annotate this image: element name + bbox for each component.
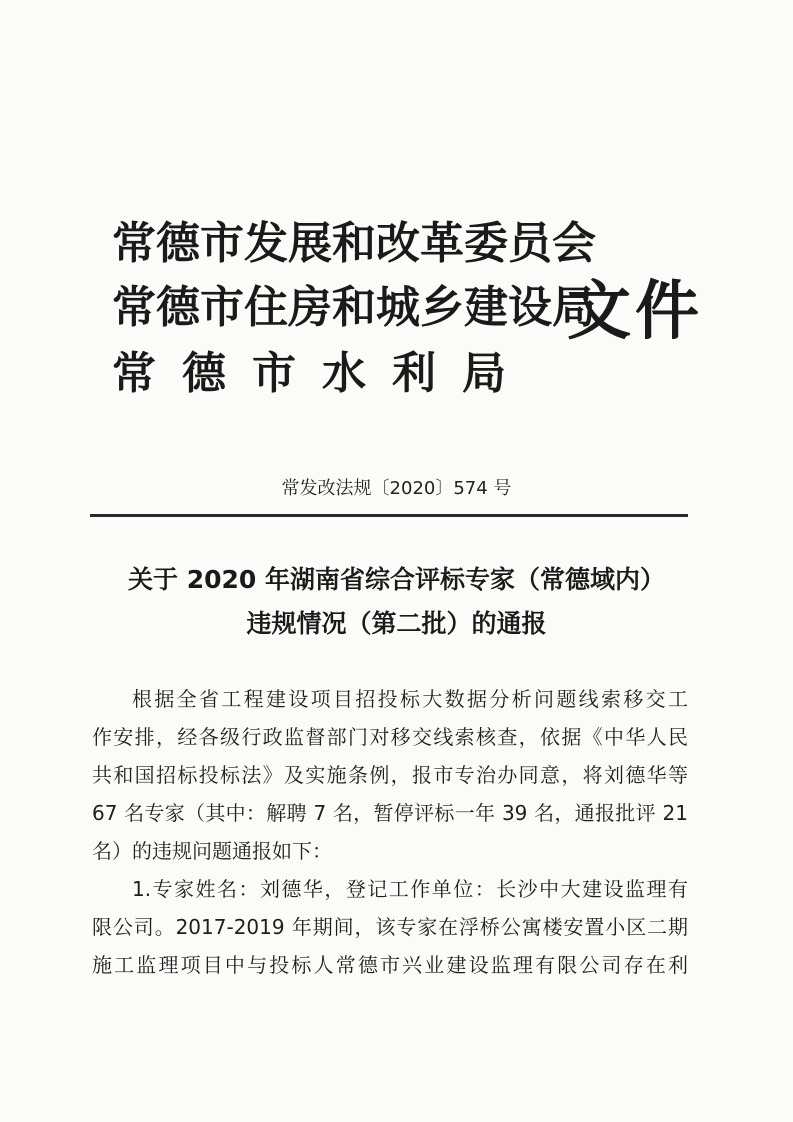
document-body xyxy=(92,680,688,984)
issuer-name-3: 常德市水利局 xyxy=(112,348,532,399)
red-header xyxy=(112,212,712,407)
body-line: 67 名专家（其中：解聘 7 名，暂停评标一年 39 名，通报批评 21 xyxy=(92,801,688,825)
body-line: 施工监理项目中与投标人常德市兴业建设监理有限公司存在利 xyxy=(92,953,688,977)
body-line: 作安排，经各级行政监督部门对移交线索核查，依据《中华人民 xyxy=(92,725,688,749)
body-line: 限公司。2017-2019 年期间，该专家在浮桥公寓楼安置小区二期 xyxy=(92,915,688,939)
body-line: 1.专家姓名：刘德华，登记工作单位：长沙中大建设监理有 xyxy=(132,877,688,901)
body-line: 共和国招标投标法》及实施条例，报市专治办同意，将刘德华等 xyxy=(92,763,688,787)
document-title-line-1: 关于 2020 年湖南省综合评标专家（常德域内） xyxy=(128,565,665,594)
issuer-name-1: 常德市发展和改革委员会 xyxy=(112,218,596,269)
document-title-line-2: 违规情况（第二批）的通报 xyxy=(246,609,547,638)
header-divider xyxy=(90,514,688,517)
document-word: 文件 xyxy=(567,275,703,349)
document-number: 常发改法规〔2020〕574 号 xyxy=(281,478,512,499)
body-line: 根据全省工程建设项目招投标大数据分析问题线索移交工 xyxy=(132,687,688,711)
issuer-name-2: 常德市住房和城乡建设局 xyxy=(112,282,596,333)
body-line: 名）的违规问题通报如下： xyxy=(92,839,332,863)
